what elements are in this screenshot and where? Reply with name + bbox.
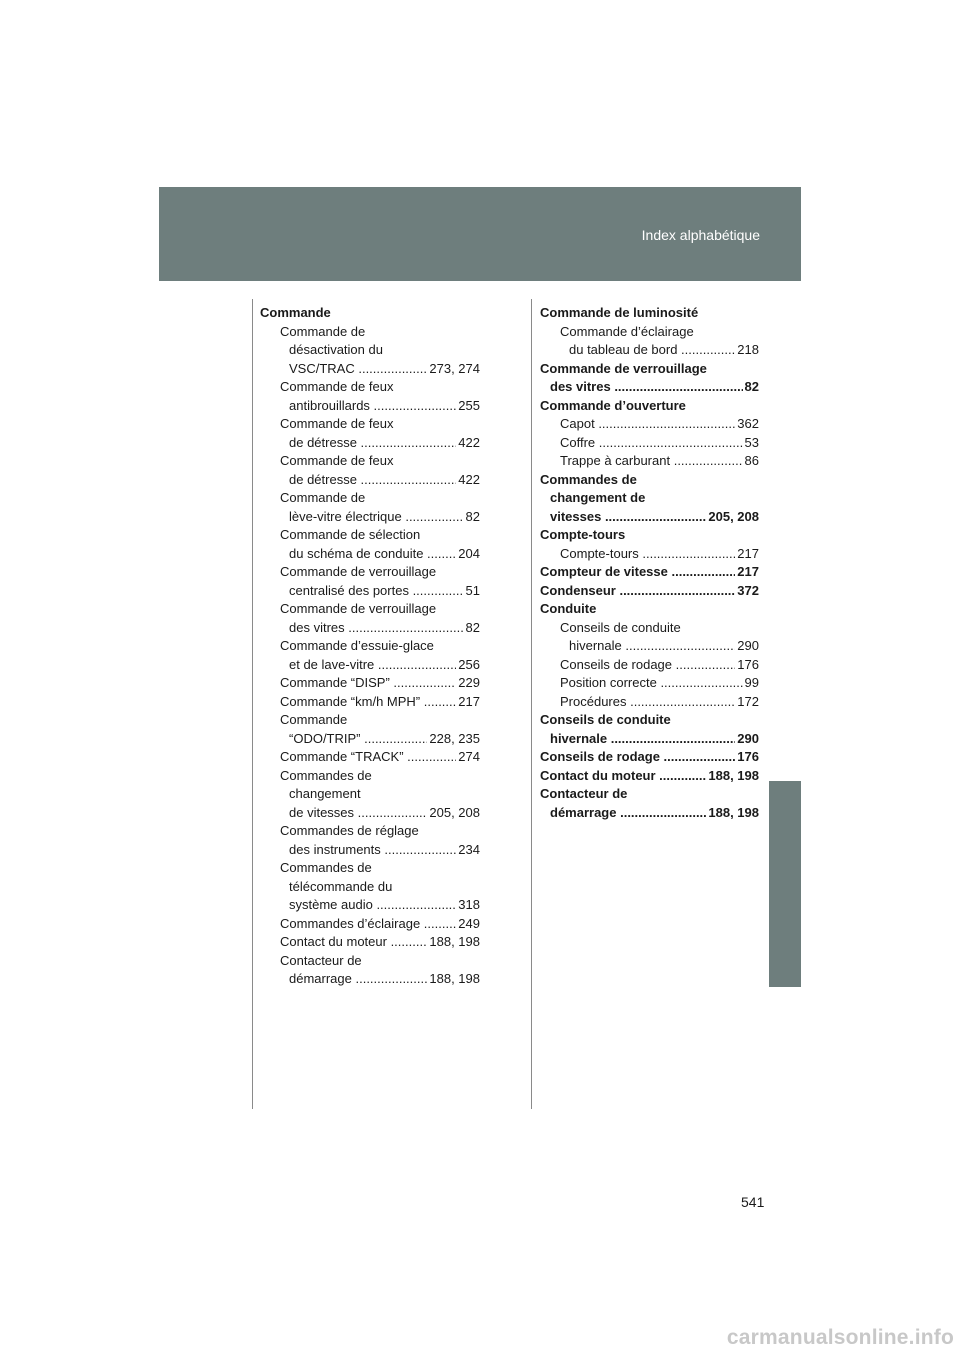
index-entry-label: hivernale .....	[550, 730, 759, 749]
index-entry	[540, 378, 759, 397]
index-entry	[260, 767, 480, 786]
index-entry-page: 290	[735, 637, 759, 656]
index-entry-label: Position correcte .....	[560, 674, 759, 693]
index-entry	[260, 415, 480, 434]
index-entry-page: 204	[456, 545, 480, 564]
index-entry	[260, 748, 480, 767]
index-entry-label: “ODO/TRIP” .....	[289, 730, 480, 749]
index-entry	[260, 933, 480, 952]
index-entry	[540, 323, 759, 342]
index-entry-label: du schéma de conduite .....	[289, 545, 480, 564]
index-entry	[260, 397, 480, 416]
index-entry	[540, 674, 759, 693]
index-entry	[540, 452, 759, 471]
index-entry-label: Commande de feux	[280, 416, 394, 431]
index-entry-label: des instruments .....	[289, 841, 480, 860]
index-entry-label: du tableau de bord .....	[569, 341, 759, 360]
index-entry-page: 53	[743, 434, 759, 453]
index-entry-label: Commande de feux	[280, 379, 394, 394]
index-entry-page: 256	[456, 656, 480, 675]
index-entry-label: centralisé des portes .....	[289, 582, 480, 601]
index-entry	[540, 656, 759, 675]
index-entry	[540, 304, 759, 323]
index-entry	[540, 748, 759, 767]
index-entry-page: 86	[743, 452, 759, 471]
index-entry	[260, 970, 480, 989]
index-entry-label: Contact du moteur .....	[540, 767, 759, 786]
index-entry	[260, 434, 480, 453]
header-band	[159, 187, 801, 281]
index-entry	[260, 878, 480, 897]
index-entry	[540, 415, 759, 434]
index-entry-label: Contacteur de	[280, 952, 362, 968]
index-entry-page: 229	[456, 674, 480, 693]
index-entry-label: Contact du moteur .....	[280, 933, 480, 952]
index-entry	[260, 693, 480, 712]
index-entry	[540, 693, 759, 712]
index-entry	[260, 637, 480, 656]
index-entry	[540, 508, 759, 527]
index-entry	[540, 785, 759, 804]
index-entry-label: VSC/TRAC .....	[289, 360, 480, 379]
index-entry-page: 274	[456, 748, 480, 767]
index-entry-page: 188, 198	[706, 804, 759, 823]
index-entry-page: 176	[735, 656, 759, 675]
index-entry-label: Commande de sélection	[280, 527, 421, 542]
index-entry	[540, 526, 759, 545]
index-entry-page: 188, 198	[427, 933, 480, 952]
index-entry	[540, 341, 759, 360]
index-entry-page: 51	[464, 582, 480, 601]
header-title: Index alphabétique	[641, 227, 760, 243]
index-entry	[540, 711, 759, 730]
index-entry	[540, 360, 759, 379]
index-entry-label: démarrage .....	[289, 970, 480, 989]
index-entry-label: Condenseur .....	[540, 582, 759, 601]
index-entry	[260, 378, 480, 397]
index-entry-label: télécommande du	[289, 878, 393, 894]
index-entry-label: Commande “km/h MPH” .....	[280, 693, 480, 712]
index-entry	[260, 471, 480, 490]
index-entry-label: Commande de feux	[280, 453, 394, 468]
watermark: carmanualsonline.info	[726, 1326, 954, 1349]
index-entry	[260, 896, 480, 915]
index-entry	[540, 434, 759, 453]
index-entry-page: 318	[456, 896, 480, 915]
index-entry-label: Commande “DISP” .....	[280, 674, 480, 693]
index-entry	[260, 489, 480, 508]
index-entry-page: 218	[735, 341, 759, 360]
index-entry	[260, 859, 480, 878]
column-divider-left	[252, 299, 253, 1109]
index-entry	[260, 452, 480, 471]
index-entry-page: 228, 235	[427, 730, 480, 749]
index-entry	[260, 341, 480, 360]
index-entry-label: Conseils de rodage .....	[540, 748, 759, 767]
index-entry-label: Commande de luminosité	[540, 305, 699, 320]
index-entry	[540, 730, 759, 749]
index-entry	[260, 323, 480, 342]
index-column-left	[260, 304, 480, 989]
index-entry-label: lève-vitre électrique .....	[289, 508, 480, 527]
index-entry-page: 217	[735, 563, 759, 582]
index-entry	[260, 822, 480, 841]
index-entry-page: 82	[464, 508, 480, 527]
index-entry	[540, 471, 759, 490]
index-entry	[260, 619, 480, 638]
index-entry	[540, 489, 759, 508]
index-entry-label: Conseils de conduite	[560, 619, 681, 635]
index-entry-label: vitesses .....	[550, 508, 759, 527]
index-entry-page: 290	[735, 730, 759, 749]
index-column-right	[540, 304, 759, 822]
index-entry-label: changement	[289, 786, 361, 801]
index-entry-page: 217	[735, 545, 759, 564]
index-entry-page: 255	[456, 397, 480, 416]
index-entry	[260, 711, 480, 730]
index-entry-label: hivernale .....	[569, 637, 759, 656]
index-entry-page: 82	[743, 378, 759, 397]
index-entry-label: Commande de	[280, 490, 366, 505]
index-entry-label: Commande “TRACK” .....	[280, 748, 480, 767]
index-entry	[260, 582, 480, 601]
index-entry	[260, 674, 480, 693]
index-entry	[260, 656, 480, 675]
index-entry	[540, 804, 759, 823]
index-entry-label: Commandes de	[540, 471, 637, 487]
index-entry-page: 217	[456, 693, 480, 712]
index-entry	[260, 841, 480, 860]
index-entry-page: 422	[456, 434, 480, 453]
index-entry-label: système audio .....	[289, 896, 480, 915]
index-entry-label: Commandes de réglage	[280, 823, 419, 838]
index-entry	[540, 563, 759, 582]
index-entry-label: et de lave-vitre .....	[289, 656, 480, 675]
index-entry-page: 188, 198	[706, 767, 759, 786]
index-entry-label: Commande d’éclairage	[560, 323, 694, 339]
index-entry	[540, 397, 759, 416]
index-entry-label: Commande de verrouillage	[540, 360, 707, 376]
index-entry-label: des vitres .....	[550, 378, 759, 397]
index-entry-page: 249	[456, 915, 480, 934]
index-entry-label: Compte-tours .....	[560, 545, 759, 564]
index-entry	[540, 600, 759, 619]
index-entry	[260, 360, 480, 379]
index-entry-label: de détresse .....	[289, 434, 480, 453]
index-entry	[260, 952, 480, 971]
index-entry	[260, 600, 480, 619]
index-entry-label: de vitesses .....	[289, 804, 480, 823]
index-entry-label: Commande de verrouillage	[280, 564, 437, 579]
index-entry	[540, 637, 759, 656]
index-entry	[260, 508, 480, 527]
index-entry-page: 99	[743, 674, 759, 693]
index-entry-label: Commande	[260, 305, 331, 320]
index-entry	[260, 804, 480, 823]
index-entry-page: 176	[735, 748, 759, 767]
index-entry	[260, 545, 480, 564]
index-entry	[260, 915, 480, 934]
index-entry-label: Trappe à carburant .....	[560, 452, 759, 471]
index-entry-page: 362	[735, 415, 759, 434]
index-entry-page: 273, 274	[427, 360, 480, 379]
index-entry	[260, 563, 480, 582]
index-entry-label: Compteur de vitesse .....	[540, 563, 759, 582]
index-entry-label: Commande	[280, 712, 348, 727]
index-entry-page: 422	[456, 471, 480, 490]
page-number: 541	[741, 1194, 765, 1210]
section-tab	[769, 781, 801, 987]
column-divider-middle	[531, 299, 532, 1109]
index-entry-label: changement de	[550, 490, 646, 505]
index-entry-page: 205, 208	[706, 508, 759, 527]
index-entry-label: Commande d’ouverture	[540, 397, 686, 413]
index-entry-label: Commande de verrouillage	[280, 601, 437, 616]
index-entry-label: Conduite	[540, 601, 597, 616]
index-entry-label: Conseils de conduite	[540, 712, 671, 727]
index-entry-page: 205, 208	[427, 804, 480, 823]
index-entry	[260, 526, 480, 545]
index-entry-label: Commande de	[280, 323, 366, 339]
index-entry-label: démarrage .....	[550, 804, 759, 823]
index-entry-label: Coffre .....	[560, 434, 759, 453]
index-entry	[540, 767, 759, 786]
index-entry	[260, 730, 480, 749]
index-entry-page: 82	[464, 619, 480, 638]
index-entry-page: 234	[456, 841, 480, 860]
index-entry-label: de détresse .....	[289, 471, 480, 490]
index-entry-label: Commande d’essuie-glace	[280, 638, 434, 653]
index-entry-label: Commandes de	[280, 767, 372, 783]
index-entry	[260, 304, 480, 323]
index-entry-page: 172	[735, 693, 759, 712]
index-entry-label: Capot .....	[560, 415, 759, 434]
index-entry	[540, 582, 759, 601]
index-entry	[540, 619, 759, 638]
index-entry-label: Commandes d’éclairage .....	[280, 915, 480, 934]
index-entry-label: Contacteur de	[540, 786, 628, 801]
index-entry-label: Commandes de	[280, 860, 372, 875]
index-entry-label: Compte-tours	[540, 527, 626, 542]
index-entry-page: 372	[735, 582, 759, 601]
index-entry-label: des vitres .....	[289, 619, 480, 638]
index-entry	[540, 545, 759, 564]
index-entry-label: Conseils de rodage .....	[560, 656, 759, 675]
index-entry	[260, 785, 480, 804]
index-entry-label: Procédures .....	[560, 693, 759, 712]
index-entry-label: désactivation du	[289, 342, 383, 357]
index-entry-label: antibrouillards .....	[289, 397, 480, 416]
index-entry-page: 188, 198	[427, 970, 480, 989]
